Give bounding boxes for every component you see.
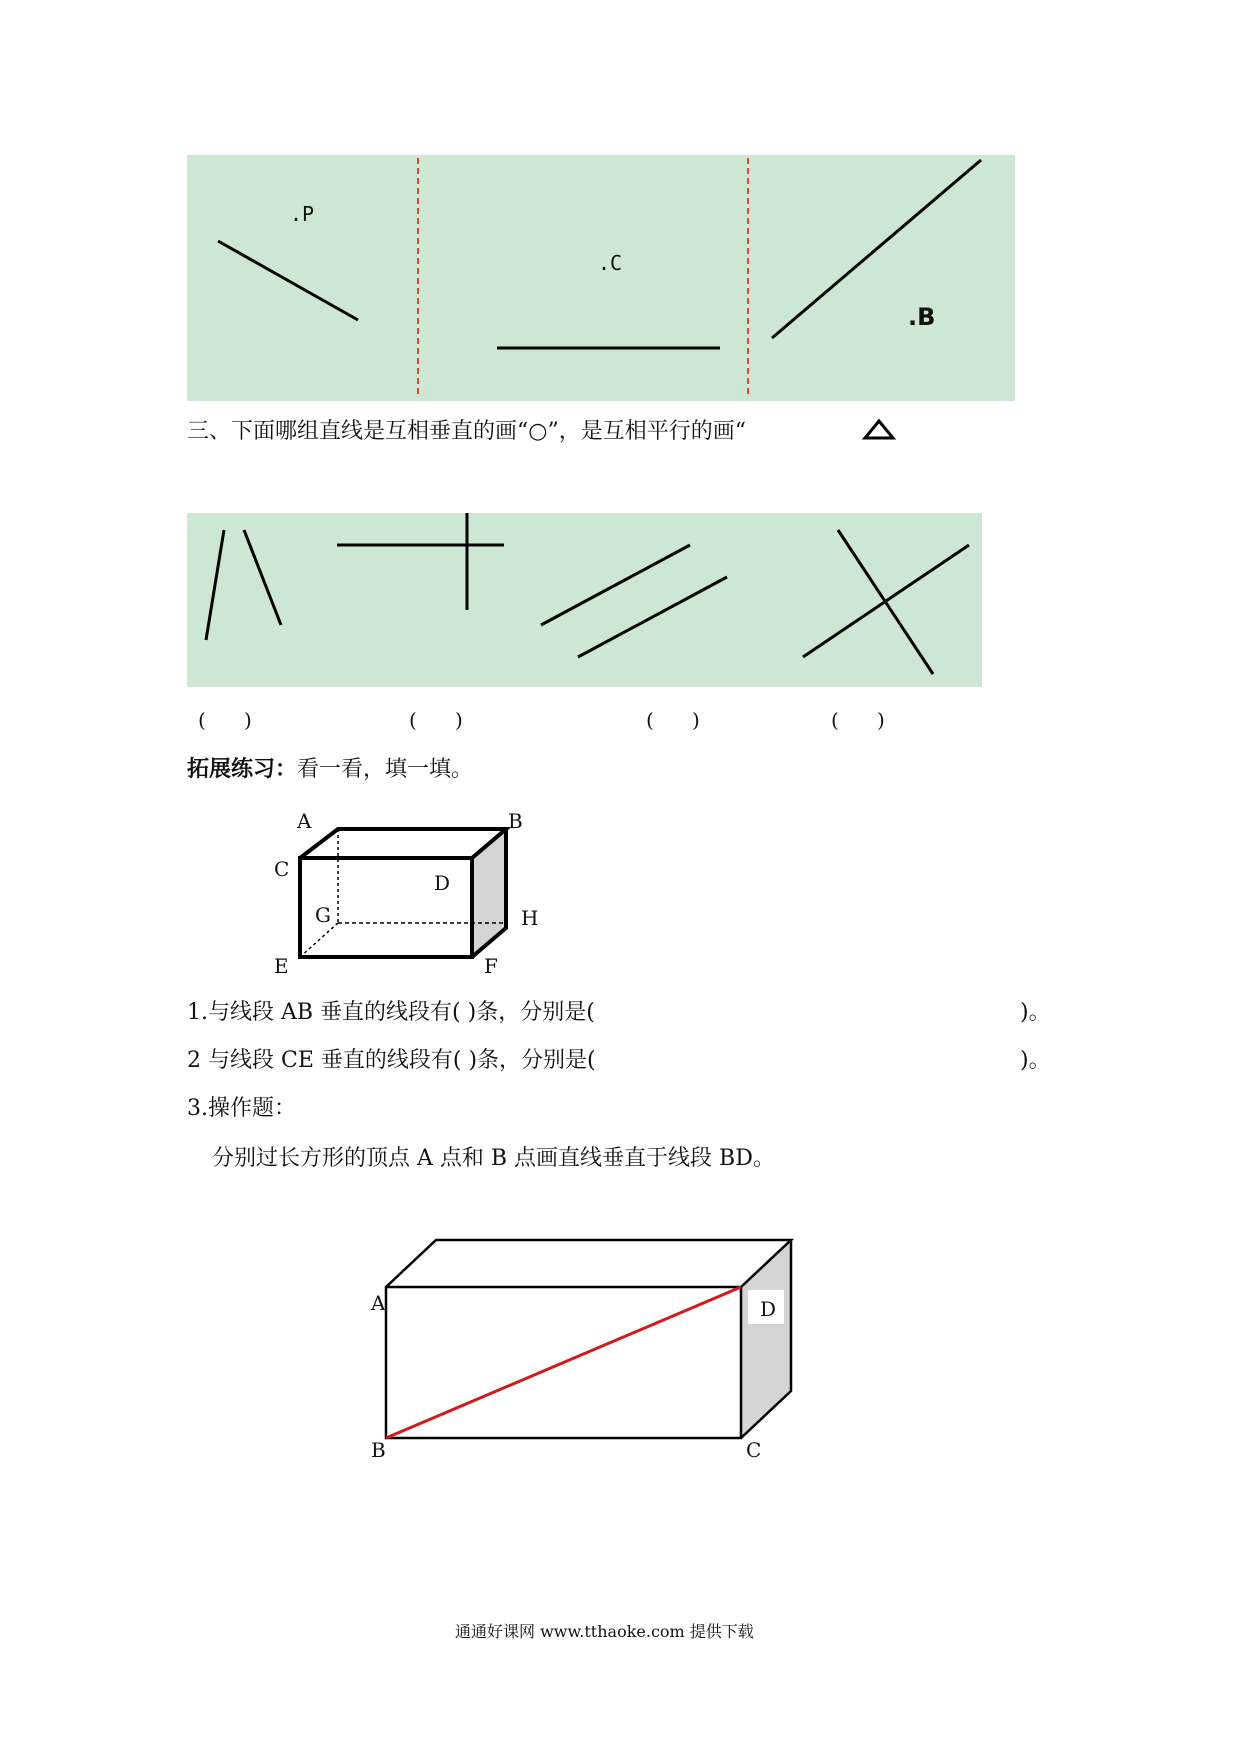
extension-heading-bold: 拓展练习： <box>187 756 298 782</box>
prompt-after: ”，是互相平行的画“ <box>547 419 746 444</box>
box-label-a: A <box>371 1291 386 1315</box>
cuboid-label-c: C <box>274 857 290 881</box>
cuboid-label-b: B <box>508 809 523 833</box>
footer-text: 通通好课网 www.tthaoke.com 提供下载 <box>455 1622 754 1641</box>
answer-blank-4[interactable]: ( ) <box>831 708 885 732</box>
box-side-face <box>741 1240 791 1438</box>
answer-blank-3[interactable]: ( ) <box>646 708 700 732</box>
cuboid-label-h: H <box>521 906 539 930</box>
question-1: 1.与线段 AB 垂直的线段有( )条，分别是( <box>187 1000 595 1025</box>
point-p-label: .P <box>290 202 315 226</box>
point-b-label: .B <box>908 303 936 331</box>
cuboid-label-e: E <box>274 954 289 978</box>
question-3: 3.操作题： <box>187 1096 296 1121</box>
answer-blank-1[interactable]: ( ) <box>198 708 252 732</box>
box-label-c: C <box>746 1438 762 1462</box>
point-c-label: .C <box>598 251 623 275</box>
box-label-d: D <box>760 1297 777 1321</box>
extension-heading-rest: 看一看，填一填。 <box>297 757 474 782</box>
cuboid-label-d: D <box>434 871 451 895</box>
circle-mark: ○ <box>528 419 548 444</box>
diagonal-bd <box>386 1287 741 1438</box>
cuboid-label-g: G <box>315 903 331 927</box>
question-1-end: )。 <box>1020 1000 1051 1025</box>
cuboid-label-a: A <box>297 809 312 833</box>
answer-blank-2[interactable]: ( ) <box>409 708 463 732</box>
prompt-before: 三、下面哪组直线是互相垂直的画“ <box>187 419 529 444</box>
cuboid-label-f: F <box>484 954 498 978</box>
question-2-end: )。 <box>1020 1048 1051 1073</box>
box-label-b: B <box>371 1438 386 1462</box>
question-3-instruction: 分别过长方形的顶点 A 点和 B 点画直线垂直于线段 BD。 <box>212 1146 775 1171</box>
question-2: 2 与线段 CE 垂直的线段有( )条，分别是( <box>187 1048 596 1073</box>
